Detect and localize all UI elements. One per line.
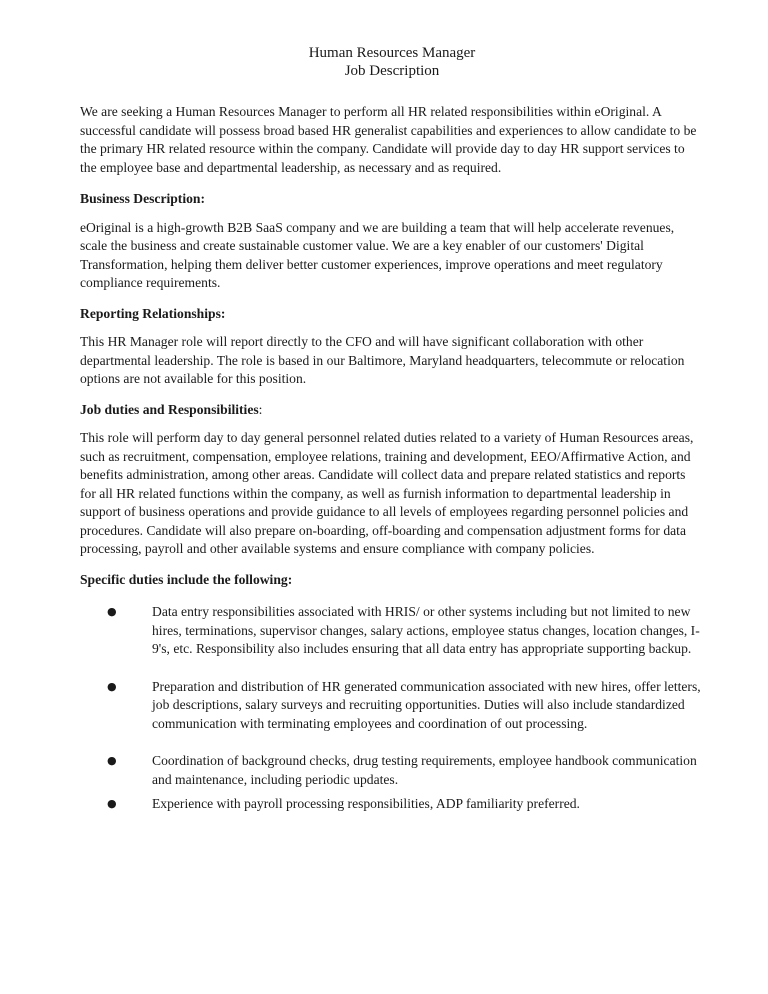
duty-text: Coordination of background checks, drug testing requirements, employee handbook communication and maintenance, including periodic updates. [152, 753, 697, 787]
duty-text: Data entry responsibilities associated with HRIS/ or other systems including but not limited to new hires, terminations, supervisor changes, salary actions, employee status changes, location changes, I-9's, etc. Responsibility also includes ensuring that all data entry has appropriate supporting backup. [152, 604, 700, 656]
bullet-icon: ● [107, 679, 117, 693]
document-title [80, 44, 704, 80]
bullet-icon: ● [107, 754, 117, 767]
job-duties-heading-colon: : [258, 401, 263, 417]
duty-text: Preparation and distribution of HR generated communication associated with new hires, offer letters, job descriptions, salary surveys and recruiting opportunities. Duties will also include standardized communication with terminating employees and coordination of out processing. [152, 678, 701, 731]
duty-text: Experience with payroll processing responsibilities, ADP familiarity preferred. [152, 796, 580, 811]
specific-duties-heading: Specific duties include the following: [80, 571, 293, 587]
business-description-body: eOriginal is a high-growth B2B SaaS company and we are building a team that will help accelerate revenues, scale the business and create sustainable customer value. We are a key enabler of our customers' Digital Transformation, helping them deliver better customer experiences, improve operations and meet regulatory compliance requirements. [80, 219, 675, 290]
reporting-relationships-heading: Reporting Relationships: [80, 305, 226, 321]
job-duties-heading-text: Job duties and Responsibilities [80, 401, 259, 417]
list-item [107, 795, 704, 814]
reporting-relationships-body: This HR Manager role will report directly to the CFO and will have significant collaboration with other departmental leadership. The role is based in our Baltimore, Maryland headquarters, telecommute or relocation options are not available for this position. [80, 334, 685, 386]
list-item [107, 603, 704, 659]
business-description-heading: Business Description: [80, 191, 205, 206]
list-item [107, 752, 704, 789]
list-item [107, 678, 704, 734]
bullet-icon: ● [107, 605, 117, 618]
title-line-1: Human Resources Manager [308, 45, 476, 61]
title-line-2: Job Description [344, 63, 440, 79]
job-duties-body: This role will perform day to day general personnel related duties related to a variety of Human Resources areas, such as recruitment, compensation, employee relations, training and development, EEO/Affirmative Action, and benefits administration, among other areas. Candidate will collect data and prepare related statistics and reports for all HR related functions within the company, as well as furnish information to departmental leadership in support of business operations and provide guidance to all levels of employees regarding personnel policies and procedures. Candidate will also prepare on-boarding, off-boarding and compensation adjustment forms for data processing, payroll and other available systems and ensure compliance with company policies. [80, 430, 694, 556]
job-duties-heading [80, 401, 704, 420]
specific-duties-list [80, 603, 704, 814]
bullet-icon: ● [107, 797, 117, 810]
intro-paragraph: We are seeking a Human Resources Manager to perform all HR related responsibilities within eOriginal. A successful candidate will possess broad based HR generalist capabilities and experiences to allow candidate to be the primary HR related resource within the company. Candidate will provide day to day HR support services to the employee base and departmental leadership, as necessary and as required. [80, 104, 697, 175]
